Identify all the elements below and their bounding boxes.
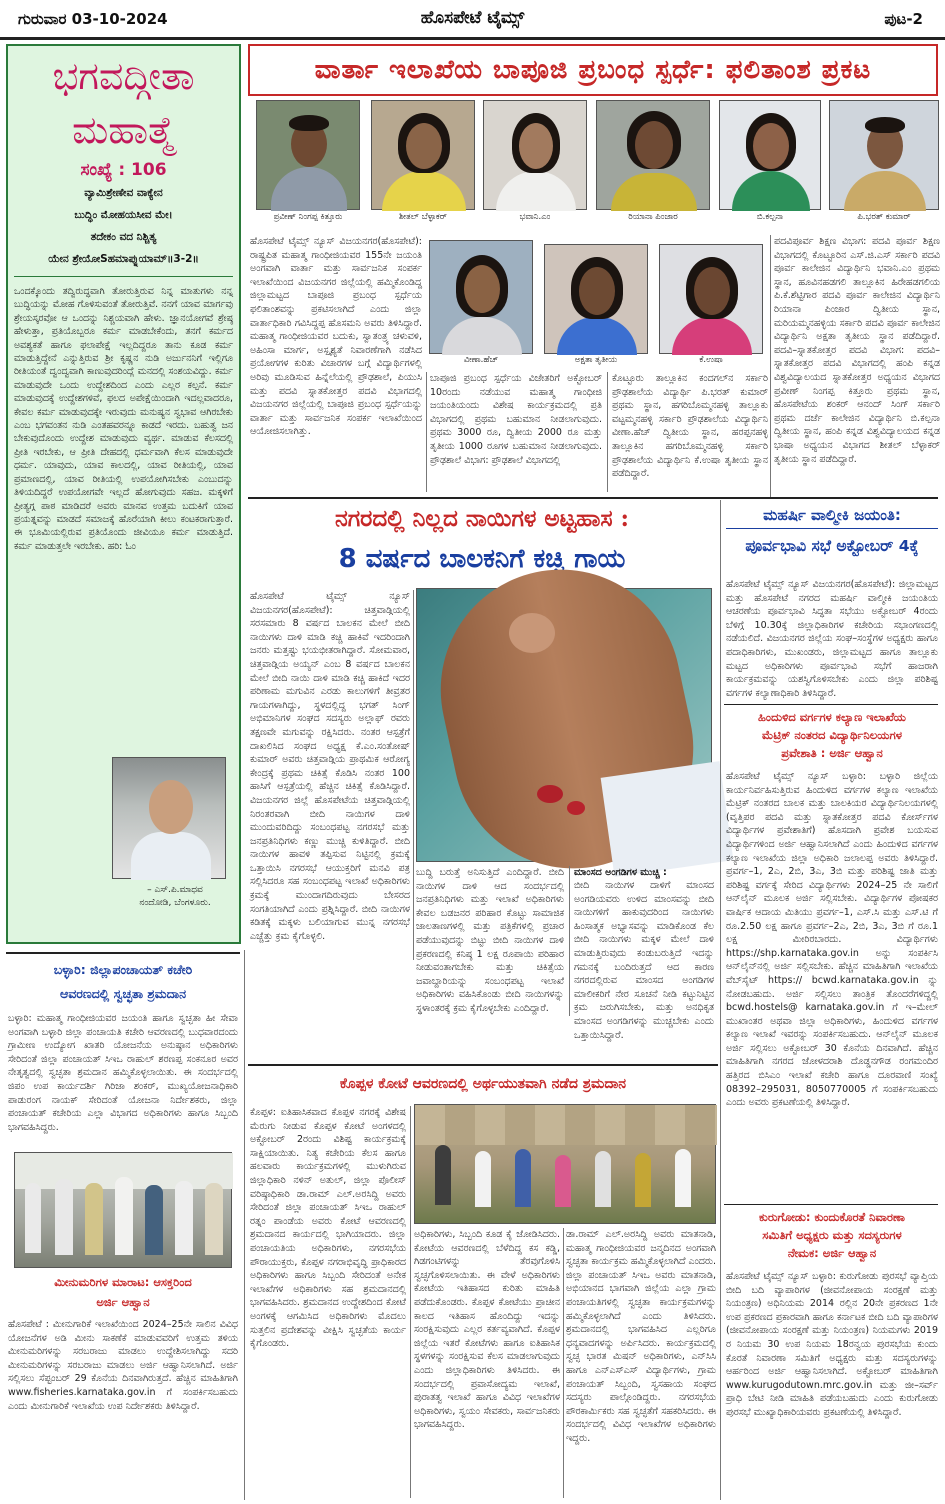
divider <box>14 276 233 277</box>
photo-praveen <box>256 100 360 210</box>
caption-praveen: ಪ್ರವೀಣ್ ನಿಂಗಪ್ಪ ಕಿತ್ತೂರು <box>273 212 343 222</box>
koppal-headline: ಕೊಪ್ಪಳ ಕೋಟೆ ಆವರಣದಲ್ಲಿ ಅರ್ಥಯುತವಾಗಿ ನಡೆದ ಶ್ರಮದಾನ <box>339 1076 627 1092</box>
photo-bhavani <box>483 100 587 210</box>
divider <box>569 866 570 1016</box>
caption-veena: ವೀಣಾ.ಹೆಚ್ <box>463 355 499 365</box>
divider <box>244 950 245 1500</box>
divider <box>426 372 427 492</box>
ballari-body: ಬಳ್ಳಾರಿ: ಮಹಾತ್ಮ ಗಾಂಧೀಜಿಯವರ ಜಯಂತಿ ಹಾಗೂ ಸ್ವಚ್ಛತಾ ಹೀ ಸೇವಾ ಅಂಗವಾಗಿ ಬಳ್ಳಾರಿ ಜಿಲ್ಲಾ ಪಂಚಾಯತಿ ಕಚೇರಿ ಆವರಣದಲ್ಲಿ ಬುಧವಾರದಂದು ಗ್ರಾಮೀಣ ಉದ್ಯೋಗ ಖಾತರಿ ಯೋಜನೆಯ ಅನುಷ್ಠಾನ ಅಧಿಕಾರಿಗಳು ಸೇರಿದಂತೆ ಜಿಲ್ಲಾ ಪಂಚಾಯತ್ ಸಿಇಒ ರಾಹುಲ್ ಶರಣಪ್ಪ ಸಂಕನೂರ ಅವರ ನೇತೃತ್ವದಲ್ಲಿ ಸ್ವಚ್ಛತಾ ಶ್ರಮದಾನ ಹಮ್ಮಿಕೊಳ್ಳಲಾಯಿತು. ಈ ಸಂದರ್ಭದಲ್ಲಿ ಜಿಪಂ ಉಪ ಕಾರ್ಯದರ್ಶಿ ಗಿರಿಜಾ ಶಂಕರ್, ಮುಖ್ಯಯೋಜನಾಧಿಕಾರಿ ಪಾಡುರಂಗ ನಾಯಕ್ ಸೇರಿದಂತೆ ಯೋಜನಾ ನಿರ್ದೇಶಕರು, ಜಿಲ್ಲಾ ಪಂಚಾಯತ್ ಕಚೇರಿಯ ಎಲ್ಲಾ ವಿಭಾಗದ ಅಧಿಕಾರಿಗಳು ಹಾಗೂ ಸಿಬ್ಬಂದಿ ಭಾಗವಹಿಸಿದ್ದರು. <box>8 1013 238 1133</box>
valmiki-headline-line1: ಮಹರ್ಷಿ ವಾಲ್ಮೀಕಿ ಜಯಂತಿ: <box>763 506 901 524</box>
caption-akshatha: ಅಕ್ಷತಾ ತೃತೀಯ <box>574 355 618 365</box>
hostel-headline-line2: ಮೆಟ್ರಿಕ್ ನಂತರದ ವಿದ್ಯಾರ್ಥಿನಿಲಯಗಳ <box>762 728 902 742</box>
fish-headline-line2: ಅರ್ಜಿ ಆಹ್ವಾನ <box>96 1295 150 1309</box>
divider <box>724 704 938 705</box>
dog-bite-photo <box>416 588 712 862</box>
dog-subhead: ಮಾಂಸದ ಅಂಗಡಿಗಳ ಮುಚ್ಚಿ : <box>574 867 667 878</box>
essay-banner <box>248 44 938 96</box>
caption-bharath: ಪಿ.ಭರತ್ ಕುಮಾರ್ <box>857 212 911 222</box>
masthead <box>0 0 945 40</box>
valmiki-headline <box>726 502 938 572</box>
divider <box>248 1064 718 1066</box>
gita-verse-1: ವ್ಯಾಮಿಶ್ರೇಣೇವ ವಾಕ್ಯೇನ <box>84 187 163 199</box>
essay-col-2: ಬಾಪೂಜಿ ಪ್ರಬಂಧ ಸ್ಪರ್ಧೆಯ ವಿಜೇತರಿಗೆ ಅಕ್ಟೋಬರ್ 10ರಂದು ನಡೆಯುವ ಮಹಾತ್ಮ ಗಾಂಧೀಜಿ ಜಯಂತಿಯಂದು ವಿಶೇಷ ಕಾರ್ಯಕ್ರಮದಲ್ಲಿ ಪ್ರತಿ ವಿಭಾಗದಲ್ಲಿ ಪ್ರಥಮ ಬಹುಮಾನ ನೀಡಲಾಗುವುದು. ಪ್ರಥಮ 3000 ರೂ, ದ್ವಿತೀಯ 2000 ರೂ ಮತ್ತು ತೃತೀಯ 1000 ರೂಗಳ ಬಹುಮಾನ ನೀಡಲಾಗುವುದು. ಪ್ರೌಢಶಾಲೆ ವಿಭಾಗ: ಪ್ರೌಢಶಾಲೆ ವಿಭಾಗದಲ್ಲಿ <box>430 373 602 466</box>
hostel-headline-line3: ಪ್ರವೇಶಾತಿ : ಅರ್ಜಿ ಆಹ್ವಾನ <box>781 746 883 760</box>
hostel-headline <box>726 708 938 766</box>
ballari-headline-line2: ಆವರಣದಲ್ಲಿ ಸ್ವಚ್ಛತಾ ಶ್ರಮದಾನ <box>59 986 187 1001</box>
page-number: ಪುಟ-2 <box>884 10 923 28</box>
fish-body: ಹೊಸಪೇಟೆ : ಮೀನುಗಾರಿಕೆ ಇಲಾಖೆಯಿಂದ 2024–25ನೇ ಸಾಲಿನ ವಿವಿಧ ಯೋಜನೆಗಳ ಅಡಿ ಮೀನು ಸಾಕಣೆಕೆ ಮಾಡುವವರಿಗೆ ಉತ್ತಮ ತಳಿಯ ಮೀನುಮರಿಗಳನ್ನು ಸರಬರಾಜು ಮಾಡಲು ಉದ್ದೇಶಿಸಲಾಗಿದ್ದು ಸದರಿ ಮೀನುಮರಿಗಳನ್ನು ಸರಬರಾಜು ಮಾಡಲು ಅರ್ಜಿ ಆಹ್ವಾನಿಸಲಾಗಿದೆ. ಅರ್ಜಿ ಸಲ್ಲಿಸಲು ಸೆಪ್ಟಂಬರ್ 29 ಕೊನೆಯ ದಿನವಾಗಿರುತ್ತದೆ. ಹೆಚ್ಚಿನ ಮಾಹಿತಿಗಾಗಿ www.fisheries.karnataka.gov.in ಗೆ ಸಂಪರ್ಕಿಸಬಹುದು ಎಂದು ಮೀನುಗಾರಿಕೆ ಇಲಾಖೆಯ ಉಪ ನಿರ್ದೇಶಕರು ತಿಳಿಸಿದ್ದಾರೆ. <box>8 1319 238 1412</box>
issue-date: ಗುರುವಾರ 03-10-2024 <box>18 10 168 28</box>
koppal-photo <box>414 1104 716 1224</box>
caption-kalpana: ಬಿ.ಕಲ್ಪನಾ <box>756 212 784 222</box>
photo-sheetal <box>371 100 475 210</box>
essay-col-3: ಕೊಟ್ಟೂರು ತಾಲ್ಲೂಕಿನ ಕಂದಗಲ್‌ನ ಸರ್ಕಾರಿ ಪ್ರೌಢಶಾಲೆಯ ವಿದ್ಯಾರ್ಥಿ ಪಿ.ಭರತ್ ಕುಮಾರ್ ಪ್ರಥಮ ಸ್ಥಾನ, ಹಗರಿಬೊಮ್ಮನಹಳ್ಳಿ ತಾಲ್ಲೂಕು ವಟ್ಟಮ್ಮನಹಳ್ಳಿ ಸರ್ಕಾರಿ ಪ್ರೌಢಶಾಲೆಯ ವಿದ್ಯಾರ್ಥಿನಿ ವೀಣಾ.ಹೆಚ್ ದ್ವಿತೀಯ ಸ್ಥಾನ, ಹರಪ್ಪನಹಳ್ಳಿ ತಾಲ್ಲೂಕಿನ ಹಗರಿಬೊಮ್ಮನಹಳ್ಳಿ ಸರ್ಕಾರಿ ಪ್ರೌಢಶಾಲೆಯ ವಿದ್ಯಾರ್ಥಿನಿ ಕೆ.ಉಷಾ ತೃತೀಯ ಸ್ಥಾನ ಪಡೆದಿದ್ದಾರೆ. <box>612 373 768 480</box>
divider <box>6 952 240 954</box>
kurugodu-body: ಹೊಸಪೇಟೆ ಟೈಮ್ಸ್ ನ್ಯೂಸ್ ಬಳ್ಳಾರಿ: ಕುರುಗೋಡು ಪುರಸಭೆ ವ್ಯಾಪ್ತಿಯ ಬೀದಿ ಬದಿ ವ್ಯಾಪಾರಿಗಳ (ಜೀವನೋಪಾಯ ಸಂರಕ್ಷಣೆ ಮತ್ತು ನಿಯಂತ್ರಣ) ಅಧಿನಿಯಮ 2014 ರಲ್ಲಿನ 20ನೇ ಪ್ರಕರಣದ 1ನೇ ಉಪ ಪ್ರಕರಣದ ಪ್ರಕಾರವಾಗಿ ಹಾಗೂ ಕರ್ನಾಟಕ ಬೀದಿ ಬದಿ ವ್ಯಾಪಾರಿಗಳ (ಜೀವನೋಪಾಯ ಸಂರಕ್ಷಣೆ ಮತ್ತು ನಿಯಂತ್ರಣ) ನಿಯಮಗಳು 2019 ರ ನಿಯಮ 30 ಉಪ ನಿಯಮ 18ರನ್ವಯ ಪುರಸಭೆಯ ಕುಂದು ಕೊರತೆ ನಿವಾರಣಾ ಸಮಿತಿಗೆ ಅಧ್ಯಕ್ಷರು ಮತ್ತು ಸದಸ್ಯರುಗಳನ್ನು ಆರ್ಹರಿಂದ ಅರ್ಜಿ ಆಹ್ವಾನಿಸಲಾಗಿದೆ. ಅಕ್ಟೋಬರ್ ಮಾಹಿತಿಗಾಗಿ www.kurugodutown.mrc.gov.in ಮತ್ತು ಜೀ–ಸರ್ವ್ ಪ್ರಾಧಿ ಬೇಟಿ ನೀಡಿ ಮಾಹಿತಿ ಪಡೆಯಬಹುದು ಎಂದು ಕುರುಗೋಡು ಪುರಸಭೆ ಮುಖ್ಯಾಧಿಕಾರಿಯವರು ಪ್ರಕಟಣೆಯಲ್ಲಿ ತಿಳಿಸಿದ್ದಾರೆ. <box>726 1271 938 1418</box>
dog-headline-line1: ನಗರದಲ್ಲಿ ನಿಲ್ಲದ ನಾಯಿಗಳ ಅಟ್ಟಹಾಸ : <box>334 505 630 532</box>
kurugodu-headline <box>726 1208 938 1266</box>
divider <box>720 500 721 1500</box>
caption-riyana: ರಿಯಾನಾ ಪಿಂಜಾರ <box>628 212 678 222</box>
dog-col-3 <box>574 866 714 1041</box>
gita-body: ಒಂದಕ್ಕೊಂದು ತದ್ವಿರುದ್ಧವಾಗಿ ತೋರುತ್ತಿರುವ ನಿನ್ನ ಮಾತುಗಳು ನನ್ನ ಬುದ್ಧಿಯನ್ನು ಮೋಹ ಗೊಳಿಸುವಂತೆ ತೋರುತ್ತಿವೆ. ನನಗೆ ಯಾವ ಮಾರ್ಗವು ಶ್ರೇಯಸ್ಕರವೋ ಆ ಒಂದನ್ನು ನಿಶ್ಚಯವಾಗಿ ಹೇಳು. ಜ್ಞಾನಯೋಗವೆ ಶ್ರೇಷ್ಠ ಹೇಳುತ್ತಾ, ಪ್ರತಿಯೊಬ್ಬರೂ ಕರ್ಮ ಮಾಡಬೇಕೆಂದು, ತನಗೆ ಕರ್ಮದ ಅವಶ್ಯಕತೆ ಹಾಗೂ ಫಲಾಪೇಕ್ಷೆ ಇಲ್ಲದಿದ್ದರೂ ತಾನು ಕೂಡ ಕರ್ಮ ಮಾಡುತ್ತಿದ್ದೇನೆ ಎನ್ನುತ್ತಿರುವ ಶ್ರೀ ಕೃಷ್ಣನ ನುಡಿ ಅರ್ಜುನನಿಗೆ ಇಲ್ಲಿಗೂ ರೀತಿಯಂತೆ ದ್ವಂದ್ವವಾಗಿ ಕಾಣುವುದರಿಂದ್ಲೆ ಮನದಲ್ಲಿ ಸಂಶಯವಿದ್ದು. ಕರ್ಮ ಮಾಡುವುದೇ ಒಂದು ಉದ್ದೇಶದಿಂದ ಎಂದು ಎಲ್ಲರ ಕಲ್ಪನೆ. ಕರ್ಮ ಮಾಡುವುದಕ್ಕೆ ಉದ್ದೇಶಗಳಿವೆ, ಫಲದ ಅಪೇಕ್ಷೆಯಿಂದಾಗಿ ಇದಲ್ಲವಾದರೂ, ಕೇವಲ ಕರ್ಮ ಮಾಡುವುದಕ್ಕೇ ಇರುವುದು ಮನುಷ್ಯನ ಸ್ವಭಾವ ಆಗಿರಬೇಕು ಎಂಬ ಭಗವಂತನ ನುಡಿ ಎಂತಹವರನ್ನೂ ಕಾಡದೆ ಇರದು. ಬಹುತ್ವ ಜನ ಬೇಕುವುದೊಂದು ಉದ್ದೇಶ ಮಾಡುವುದು ವ್ಯರ್ಥ. ಮಾಡುವ ಕೆಲಸದಲ್ಲಿ ಪ್ರೀತಿ ಇರಬೇಕು, ಆ ಪ್ರೀತಿ ದೇಹದಲ್ಲಿ ಧರ್ಮವಾಗಿ ಕೆಲಸ ಮಾಡುವುದೇ ಧರ್ಮ. ಯಾವುದು, ಯಾವ ಕಾಲದಲ್ಲಿ, ಯಾವ ರೀತಿಯಲ್ಲಿ, ಯಾವ ಪ್ರಮಾಣದಲ್ಲಿ, ಯಾವ ರೀತಿಯಲ್ಲಿ ಉಪಯೋಗಿಸಬೇಕು ಎಂಬುದನ್ನು ತಿಳಿಯದಿದ್ದರೆ ಉಪಯೋಗವೇ ಇಲ್ಲದೆ ಹೋಗುವುದು ಸಹಜ. ಮಕ್ಕಳಿಗೆ ಪ್ರೀತ್ಯಗ್ಗ ಪಾಠ ಮಾಡಿದರೆ ಅವರು ಮಾನವ ಉತ್ತಮ ಬದುಕಿಗೆ ಯಾವ ಪ್ರಯತ್ನವನ್ನು ಮಾಡದೆ ಸಮಾಜಕ್ಕೆ ಹೊರೆಯಾಗಿ ಕೀಲು ಕಂಟಕರಾಗುತ್ತಾರೆ. ಈ ಭೂಮಿಯಲ್ಲಿರುವ ಪ್ರತಿಯೊಂದು ಜೀವಿಯೂ ಕರ್ಮ ಮಾಡುತ್ತಿದೆ. ಕರ್ಮ ಮಾಡುತ್ತಲೇ ಇರಬೇಕು. ಹರಿ: ಓಂ <box>14 286 233 552</box>
gita-number: ಸಂಖ್ಯೆ : 106 <box>80 160 167 180</box>
ballari-headline-line1: ಬಳ್ಳಾರಿ: ಜಿಲ್ಲಾಪಂಚಾಯತ್ ಕಚೇರಿ <box>53 962 193 977</box>
author-photo <box>112 757 226 879</box>
ballari-photo <box>14 1152 232 1268</box>
divider <box>607 372 608 492</box>
kurugodu-headline-line1: ಕುರುಗೋಡು: ಕುಂದುಕೊರತೆ ನಿವಾರಣಾ <box>758 1210 905 1224</box>
caption-sheetal: ಶೀತಲ್ ಬೆಳ್ಳಾಕರ್ <box>399 212 447 222</box>
dog-headline <box>250 500 714 584</box>
ballari-headline <box>6 958 240 1008</box>
photo-usha <box>659 244 763 354</box>
essay-col-1: ಹೊಸಪೇಟೆ ಟೈಮ್ಸ್ ನ್ಯೂಸ್ ವಿಜಯನಗರ(ಹೊಸಪೇಟೆ): ರಾಷ್ಟ್ರಪಿತ ಮಹಾತ್ಮ ಗಾಂಧೀಜಿಯವರ 155ನೇ ಜಯಂತಿ ಅಂಗವಾಗಿ ವಾರ್ತಾ ಮತ್ತು ಸಾರ್ವಜನಿಕ ಸಂಪರ್ಕ ಇಲಾಖೆಯಿಂದ ವಿಜಯನಗರ ಜಿಲ್ಲೆಯಲ್ಲಿ ಹಮ್ಮಿಕೊಂಡಿದ್ದ ಜಿಲ್ಲಾಮಟ್ಟದ ಬಾಪೂಜಿ ಪ್ರಬಂಧ ಸ್ಪರ್ಧೆಯ ಫಲಿತಾಂಶವನ್ನು ಪ್ರಕಟಿಸಲಾಗಿದೆ ಎಂದು ಜಿಲ್ಲಾ ವಾರ್ತಾಧಿಕಾರಿ ಗವಿಸಿದ್ದಪ್ಪ ಹೊಸಮನಿ ಅವರು ತಿಳಿಸಿದ್ದಾರೆ. ಮಹಾತ್ಮ ಗಾಂಧೀಜಿಯವರ ಬದುಕು, ಸ್ವಾತಂತ್ರ್ಯ ಚಳುವಳಿ, ಅಹಿಂಸಾ ಮಾರ್ಗ, ಅಸ್ಪೃಶ್ಯತೆ ನಿವಾರಣೆಗಾಗಿ ನಡೆಸಿದ ಪ್ರಯೋಗಗಳ ಕುರಿತು ವಿಚಾರಗಳ ಬಗ್ಗೆ ವಿದ್ಯಾರ್ಥಿಗಳಲ್ಲಿ ಅರಿವು ಮೂಡಿಸುವ ಹಿನ್ನೆಲೆಯಲ್ಲಿ ಪ್ರೌಢಶಾಲೆ, ಪಿಯುಸಿ ಮತ್ತು ಪದವಿ ಸ್ನಾತಕೋತ್ತರ ಪದವಿ ವಿಭಾಗದಲ್ಲಿ ವಿಜಯನಗರ ಜಿಲ್ಲೆಯಲ್ಲಿ ಬಾಪೂಜಿ ಪ್ರಬಂಧ ಸ್ಪರ್ಧೆಯನ್ನು ವಾರ್ತಾ ಮತ್ತು ಸಾರ್ವಜನಿಕ ಸಂಪರ್ಕ ಇಲಾಖೆಯಿಂದ ಆಯೋಜಿಸಲಾಗಿತ್ತು. <box>250 236 422 438</box>
gita-verse-2: ಬುದ್ಧಿಂ ಮೋಹಯಸೀವ ಮೇ। <box>74 209 173 221</box>
koppal-headline-box <box>250 1068 716 1102</box>
caption-usha: ಕೆ.ಉಷಾ <box>699 355 723 365</box>
hostel-body: ಹೊಸಪೇಟೆ ಟೈಮ್ಸ್ ನ್ಯೂಸ್ ಬಳ್ಳಾರಿ: ಬಳ್ಳಾರಿ ಜಿಲ್ಲೆಯ ಕಾರ್ಯನಿರ್ವಹಿಸುತ್ತಿರುವ ಹಿಂದುಳಿದ ವರ್ಗಗಳ ಕಲ್ಯಾಣ ಇಲಾಖೆಯ ಮೆಟ್ರಿಕ್ ನಂತರದ ಬಾಲಕ ಮತ್ತು ಬಾಲಕಿಯರ ವಿದ್ಯಾರ್ಥಿನಿಲಯಗಳಲ್ಲಿ (ವೃತ್ತಿಪರ ಪದವಿ ಮತ್ತು ಸ್ನಾತಕೋತ್ತರ ಪದವಿ ಕೋರ್ಸ್‌ಗಳ ವಿದ್ಯಾರ್ಥಿಗಳ ಪ್ರವೇಶಾತಿಗೆ) ಹೊಸದಾಗಿ ಪ್ರವೇಶ ಬಯಸುವ ವಿದ್ಯಾರ್ಥಿಗಳಿಂದ ಅರ್ಜಿ ಆಹ್ವಾನಿಸಲಾಗಿದೆ ಎಂದು ಹಿಂದುಳಿದ ವರ್ಗಗಳ ಕಲ್ಯಾಣ ಇಲಾಖೆಯ ಜಿಲ್ಲಾ ಅಧಿಕಾರಿ ಜಲಾಲಪ್ಪ ಅವರು ತಿಳಿಸಿದ್ದಾರೆ. ಪ್ರವರ್ಗ–1, 2ಎ, 2ಬಿ, 3ಎ, 3ಬಿ ಮತ್ತು ಪರಿಶಿಷ್ಟ ಜಾತಿ ಮತ್ತು ಪರಿಶಿಷ್ಟ ವರ್ಗಕ್ಕೆ ಸೇರಿದ ವಿದ್ಯಾರ್ಥಿಗಳು 2024–25 ನೇ ಸಾಲಿಗೆ ಆನ್‌ಲೈನ್ ಮೂಲಕ ಅರ್ಜಿ ಸಲ್ಲಿಸಬೇಕು. ವಿದ್ಯಾರ್ಥಿಗಳ ಪೋಷಕರ ವಾರ್ಷಿಕ ಆದಾಯ ಮಿತಿಯು ಪ್ರವರ್ಗ–1, ಎಸ್.ಸಿ ಮತ್ತು ಎಸ್.ಟಿ ಗೆ ರೂ.2.50 ಲಕ್ಷ ಹಾಗೂ ಪ್ರವರ್ಗ–2ಎ, 2ಬಿ, 3ಎ, 3ಬಿ ಗೆ ರೂ.1 ಲಕ್ಷ ಮೀರಿರಬಾರದು. ವಿದ್ಯಾರ್ಥಿಗಳು https://shp.karnataka.gov.in ಅನ್ನು ಸಂಪರ್ಕಿಸಿ ಆನ್‌ಲೈನ್‌ನಲ್ಲಿ ಅರ್ಜಿ ಸಲ್ಲಿಸಬೇಕು. ಹೆಚ್ಚಿನ ಮಾಹಿತಿಗಾಗಿ ಇಲಾಖೆಯ ವೆಬ್‌ಸೈಟ್ https:// bcwd.karnataka.gov.in ನ್ನು ನೋಡಬಹುದು. ಅರ್ಜಿ ಸಲ್ಲಿಸಲು ತಾಂತ್ರಿಕ ತೊಂದರೆಗಳಿದ್ದಲ್ಲಿ bcwd.hostels@ karnataka.gov.in ಗೆ ಇ–ಮೇಲ್ ಮುಖಾಂತರ ಅಥವಾ ಜಿಲ್ಲಾ ಅಧಿಕಾರಿಗಳು, ಹಿಂದುಳಿದ ವರ್ಗಗಳ ಕಲ್ಯಾಣ ಇಲಾಖೆ ಇವರನ್ನು ಸಂಪರ್ಕಿಸಬಹುದು. ಆನ್‌ಲೈನ್ ಮೂಲಕ ಅರ್ಜಿ ಸಲ್ಲಿಸಲು ಅಕ್ಟೋಬರ್ 30 ಕೊನೆಯ ದಿನವಾಗಿದೆ. ಹೆಚ್ಚಿನ ಮಾಹಿತಿಗಾಗಿ ನಗರದ ಜೋಳದರಾಶಿ ದೊಡ್ಡನಗೌಡ ರಂಗಮಂದಿರ ಹತ್ತಿರದ ಬಿಸಿಎಂ ಇಲಾಖೆ ಕಚೇರಿ ಹಾಗೂ ದೂರವಾಣಿ ಸಂಖ್ಯೆ 08392–295031, 8050770005 ಗೆ ಸಂಪರ್ಕಿಸಬಹುದು ಎಂದು ಅವರು ಪ್ರಕಟಣೆಯಲ್ಲಿ ತಿಳಿಸಿದ್ದಾರೆ. <box>726 771 938 1109</box>
dog-col-3-text: ಬೀದಿ ನಾಯಿಗಳ ದಾಳಿಗೆ ಮಾಂಸದ ಅಂಗಡಿಯವರು ಉಳಿದ ಮಾಂಸವನ್ನು ಬೀದಿ ನಾಯಿಗಳಿಗೆ ಹಾಕುವುದರಿಂದ ನಾಯಿಗಳು ಹಿಂಸಾತ್ಮಕ ಅಭ್ಯಾಸವನ್ನು ಮಾಡಿಕೊಂಡ ಕೆಲ ಬೀದಿ ನಾಯಿಗಳು ಮಕ್ಕಳ ಮೇಲೆ ದಾಳಿ ಮಾಡುತ್ತಿರುವುದು ಕಂಡುಬರುತ್ತಿದೆ ಇದನ್ನು ಗಮನಕ್ಕೆ ಬಂದಿರುತ್ತದೆ ಆದ ಕಾರಣ ನಗರದಲ್ಲಿರುವ ಮಾಂಸದ ಅಂಗಡಿಗಳ ಮಾಲೀಕರಿಗೆ ನೇರ ಸೂಚನೆ ನೀಡಿ ಕಟ್ಟುನಿಟ್ಟಿನ ಕ್ರಮ ಜರುಗಿಸಬೇಕು, ಮತ್ತು ಅನಧಿಕೃತ ಮಾಂಸದ ಅಂಗಡಿಗಳನ್ನು ಮುಚ್ಚಬೇಕು ಎಂದು ಒತ್ತಾಯಿಸಿದ್ದಾರೆ. <box>574 880 714 1041</box>
divider <box>410 1106 411 1498</box>
author-signature <box>120 884 230 910</box>
fish-headline-line1: ಮೀನುಮರಿಗಳ ಮಾರಾಟ: ಆಸಕ್ತರಿಂದ <box>54 1275 192 1289</box>
dog-col-1: ಹೊಸಪೇಟೆ ಟೈಮ್ಸ್ ನ್ಯೂಸ್ ವಿಜಯನಗರ(ಹೊಸಪೇಟೆ): ಚಿತ್ತವಾಡ್ಗಿಯಲ್ಲಿ ಸರಸಮಾರು 8 ವರ್ಷದ ಬಾಲಕನ ಮೇಲೆ ಬೀದಿ ನಾಯಿಗಳು ದಾಳಿ ಮಾಡಿ ಕಚ್ಚಿ ಹಾಕಿವೆ ಇದರಿಂದಾಗಿ ಜನರು ಮತ್ತಷ್ಟು ಭಯಭೀತರಾಗಿದ್ದಾರೆ. ಸೋಮವಾರ, ಚಿತ್ತವಾಡ್ಗಿಯ ಅಯ್ಯನ್ ಎಂಬ 8 ವರ್ಷದ ಬಾಲಕನ ಮೇಲೆ ಬೀದಿ ನಾಯಿ ದಾಳಿ ಮಾಡಿ ಕಚ್ಚಿ ಹಾಕಿದೆ ಇದರ ಪರಿಣಾಮ ಮಗುವಿನ ಎರಡು ಕಾಲುಗಳಿಗೆ ತೀವ್ರತರ ಗಾಯಗಳಾಗಿದ್ದು, ಸ್ಥಳದಲ್ಲಿದ್ದ ಭಗತ್ ಸಿಂಗ್ ಅಭಿಮಾನಿಗಳ ಸಂಘದ ಸದಸ್ಯರು ಅಲ್ಲಾಫ್ ರವರು ತಕ್ಷಣವೇ ಮಗುವನ್ನು ರಕ್ಷಿಸಿದರು. ನಂತರ ಆಸ್ಪತ್ರೆಗೆ ದಾಖಲಿಸಿದ ಸಂಘದ ಅಧ್ಯಕ್ಷ ಕೆ.ಎಂ.ಸಂತೋಷ್ ಕುಮಾರ್ ಅವರು ಚಿತ್ತವಾಡ್ಗಿಯ ಪ್ರಾಥಮಿಕ ಆರೋಗ್ಯ ಕೇಂದ್ರಕ್ಕೆ ಪ್ರಥಮ ಚಿಕಿತ್ಸೆ ಕೊಡಿಸಿ ನಂತರ 100 ಹಾಸಿಗೆ ಆಸ್ಪತ್ರೆಯಲ್ಲಿ ಹೆಚ್ಚಿನ ಚಿಕಿತ್ಸೆ ಕೊಡಿಸಿದ್ದಾರೆ. ವಿಜಯನಗರ ಜಿಲ್ಲೆ ಹೊಸಪೇಟೆಯ ಚಿತ್ತವಾಡ್ಗಿಯಲ್ಲಿ ನಿರಂತರವಾಗಿ ಬೀದಿ ನಾಯಿಗಳ ದಾಳಿ ಮುಂದುವರಿದಿದ್ದು ಸಂಬಂಧಪಟ್ಟ ನಗರಸಭೆ ಮತ್ತು ಜನಪ್ರತಿನಿಧಿಗಳು ಕಣ್ಣು ಮುಚ್ಚಿ ಕುಳಿತಿದ್ದಾರೆ. ಬೀದಿ ನಾಯಿಗಳ ಹಾವಳಿ ತಪ್ಪಿಸುವ ನಿಟ್ಟಿನಲ್ಲಿ ಕ್ರಮಕ್ಕೆ ಒತ್ತಾಯಿಸಿ ನಗರಸಭೆ ಆಯುಕ್ತರಿಗೆ ಮನವಿ ಪತ್ರ ಸಲ್ಲಿಸಿದರೂ ಸಹ ಸಂಬಂಧಪಟ್ಟ ಇಲಾಖೆ ಅಧಿಕಾರಿಗಳು ಕ್ರಮಕ್ಕೆ ಮುಂದಾಗದಿರುವುದು ಬೇಸರದ ಸಂಗತಿಯಾಗಿದೆ ಎಂದು ಪ್ರಶ್ನಿಸಿದ್ದಾರೆ. ಬೀದಿ ನಾಯಿಗಳ ಕಡಿತಕ್ಕೆ ಮಕ್ಕಳು ಬಲಿಯಾಗುವ ಮುನ್ನ ನಗರಸಭೆ ಎಚ್ಚೆತ್ತು ಕ್ರಮ ಕೈಗೊಳ್ಳಲಿ. <box>250 591 410 942</box>
photo-bharath <box>829 100 939 210</box>
gita-title-line2: ಮಹಾತ್ಮೆ <box>72 108 175 152</box>
photo-kalpana <box>719 100 821 210</box>
koppal-col-3: ಡಾ.ರಾಮ್ ಎಲ್.ಅರಸಿದ್ದಿ ಅವರು ಮಾತನಾಡಿ, ಮಹಾತ್ಮ ಗಾಂಧೀಜಿಯವರ ಜನ್ಮದಿನದ ಅಂಗವಾಗಿ ಸ್ವಚ್ಛತಾ ಕಾರ್ಯಕ್ರಮ ಹಮ್ಮಿಕೊಳ್ಳಲಾಗಿದೆ ಎಂದರು. ಜಿಲ್ಲಾ ಪಂಚಾಯತ್ ಸಿಇಒ ಅವರು ಮಾತನಾಡಿ, ಅಭಿಯಾನದ ಭಾಗವಾಗಿ ಜಿಲ್ಲೆಯ ಎಲ್ಲಾ ಗ್ರಾಮ ಪಂಚಾಯತಿಗಳಲ್ಲಿ ಸ್ವಚ್ಛತಾ ಕಾರ್ಯಕ್ರಮಗಳನ್ನು ಹಮ್ಮಿಕೊಳ್ಳಲಾಗಿದೆ ಎಂದು ತಿಳಿಸಿದರು. ಶ್ರಮದಾನದಲ್ಲಿ ಭಾಗವಹಿಸಿದ ಎಲ್ಲರಿಗೂ ಧನ್ಯವಾದಗಳನ್ನು ಅರ್ಪಿಸಿದರು. ಕಾರ್ಯಕ್ರಮದಲ್ಲಿ ಸ್ವಚ್ಛ ಭಾರತ ಮಿಷನ್ ಅಧಿಕಾರಿಗಳು, ಎನ್‌ಸಿಸಿ ಹಾಗೂ ಎನ್‌ಎಸ್‌ಎಸ್ ವಿದ್ಯಾರ್ಥಿಗಳು, ಗ್ರಾಮ ಪಂಚಾಯತ್ ಸಿಬ್ಬಂದಿ, ಸ್ವಸಹಾಯ ಸಂಘದ ಸದಸ್ಯರು ಪಾಲ್ಗೊಂಡಿದ್ದರು. ನಗರಸಭೆಯ ಪೌರಕಾರ್ಮಿಕರು ಸಹ ಸ್ವಚ್ಛತೆಗೆ ಸಹಕರಿಸಿದರು. ಈ ಸಂದರ್ಭದಲ್ಲಿ ವಿವಿಧ ಇಲಾಖೆಗಳ ಅಧಿಕಾರಿಗಳು ಇದ್ದರು. <box>566 1229 717 1444</box>
divider <box>248 497 938 499</box>
valmiki-headline-line2: ಪೂರ್ವಭಾವಿ ಸಭೆ ಅಕ್ಟೋಬರ್ 4ಕ್ಕೆ <box>726 528 938 563</box>
dog-col-2: ಬುದ್ದಿ ಬರುತ್ತೆ ಅನಿಸುತ್ತಿದೆ ಎಂದಿದ್ದಾರೆ. ಬೀದಿ ನಾಯಿಗಳ ದಾಳಿ ಆದ ಸಂದರ್ಭದಲ್ಲಿ ಜನಪ್ರತಿನಿಧಿಗಳು ಮತ್ತು ಇಲಾಖೆ ಅಧಿಕಾರಿಗಳು ಕೇವಲ ಬಡಜನರ ಪರಿಹಾರ ಕೊಟ್ಟು ಸಾಮಾಜಿಕ ಜಾಲತಾಣಗಳಲ್ಲಿ ಮತ್ತು ಪತ್ರಿಕೆಗಳಲ್ಲಿ ಪ್ರಚಾರ ಪಡೆಯುವುದನ್ನು ಬಿಟ್ಟು ಬೀದಿ ನಾಯಿಗಳ ದಾಳಿ ಪ್ರಕರಣದಲ್ಲಿ ಕನಿಷ್ಠ 1 ಲಕ್ಷ ರೂಪಾಯಿ ಪರಿಹಾರ ನೀಡುವಂತಾಗಬೇಕು ಮತ್ತು ಚಿಕಿತ್ಸೆಯ ಜವಾಬ್ದಾರಿಯನ್ನು ಸಂಬಂಧಪಟ್ಟ ಇಲಾಖೆ ಅಧಿಕಾರಿಗಳು ವಹಿಸಿಕೊಂಡು ಬೀದಿ ನಾಯಿಗಳನ್ನು ಸ್ಥಳಾಂತರಕ್ಕೆ ಕ್ರಮ ಕೈಗೊಳ್ಳಬೇಕು ಎಂದಿದ್ದಾರೆ. <box>416 867 564 1014</box>
caption-bhavani: ಭವಾನಿ.ಎಂ <box>519 212 551 222</box>
newspaper-title: ಹೊಸಪೇಟೆ ಟೈಮ್ಸ್ <box>420 8 525 28</box>
hostel-headline-line1: ಹಿಂದುಳಿದ ವರ್ಗಗಳ ಕಲ್ಯಾಣ ಇಲಾಖೆಯ <box>757 710 906 724</box>
divider <box>724 1204 938 1205</box>
divider <box>770 235 771 497</box>
essay-headline: ವಾರ್ತಾ ಇಲಾಖೆಯ ಬಾಪೂಜಿ ಪ್ರಬಂಧ ಸ್ಪರ್ಧೆ: ಫಲಿತಾಂಶ ಪ್ರಕಟ <box>314 55 872 85</box>
gita-verse-4: ಯೇನ ಶ್ರೇಯೋSಹಮಾಪ್ನುಯಾಮ್॥3-2॥ <box>48 253 199 265</box>
koppal-col-2: ಅಧಿಕಾರಿಗಳು, ಸಿಬ್ಬಂದಿ ಕೂಡ ಕೈ ಜೋಡಿಸಿದರು. ಕೋಟೆಯ ಆವರಣದಲ್ಲಿ ಬೆಳೆದಿದ್ದ ಕಸ ಕಡ್ಡಿ, ಗಿಡಗಂಟಿಗಳನ್ನು ತೆರವುಗೊಳಿಸಿ ಸ್ವಚ್ಛಗೊಳಿಸಲಾಯಿತು. ಈ ವೇಳೆ ಅಧಿಕಾರಿಗಳು ಕೋಟೆಯ ಇತಿಹಾಸದ ಕುರಿತು ಮಾಹಿತಿ ಪಡೆದುಕೊಂಡರು. ಕೊಪ್ಪಳ ಕೋಟೆಯು ಪ್ರಾಚೀನ ಕಾಲದ ಇತಿಹಾಸ ಹೊಂದಿದ್ದು ಇದನ್ನು ಸಂರಕ್ಷಿಸುವುದು ಎಲ್ಲರ ಕರ್ತವ್ಯವಾಗಿದೆ. ಕೊಪ್ಪಳ ಜಿಲ್ಲೆಯ ಇತರೆ ಕೋಟೆಗಳು ಹಾಗೂ ಐತಿಹಾಸಿಕ ಸ್ಥಳಗಳನ್ನು ಸಂರಕ್ಷಿಸುವ ಕೆಲಸ ಮಾಡಲಾಗುವುದು ಎಂದು ಜಿಲ್ಲಾಧಿಕಾರಿಗಳು ತಿಳಿಸಿದರು. ಈ ಸಂದರ್ಭದಲ್ಲಿ ಪ್ರವಾಸೋದ್ಯಮ ಇಲಾಖೆ, ಪುರಾತತ್ವ ಇಲಾಖೆ ಹಾಗೂ ವಿವಿಧ ಇಲಾಖೆಗಳ ಅಧಿಕಾರಿಗಳು, ಸ್ವಯಂ ಸೇವಕರು, ಸಾರ್ವಜನಿಕರು ಭಾಗವಹಿಸಿದ್ದರು. <box>414 1229 560 1431</box>
photo-akshatha <box>544 244 648 354</box>
fish-headline <box>8 1272 238 1316</box>
essay-col-4: ಪದವಿಪೂರ್ವ ಶಿಕ್ಷಣ ವಿಭಾಗ: ಪದವಿ ಪೂರ್ವ ಶಿಕ್ಷಣ ವಿಭಾಗದಲ್ಲಿ ಕೊಟ್ಟೂರಿನ ಎಸ್.ಜಿ.ಎಸ್ ಸರ್ಕಾರಿ ಪದವಿ ಪೂರ್ವ ಕಾಲೇಜಿನ ವಿದ್ಯಾರ್ಥಿನಿ ಭವಾನಿ.ಎಂ ಪ್ರಥಮ ಸ್ಥಾನ, ಹೂವಿನಹಡಗಲಿ ತಾಲ್ಲೂಕಿನ ಹಿರೇಹಡಗಲಿಯ ಪಿ.ಕೆ.ಶೆಟ್ಟಿಗಾರ ಪದವಿ ಪೂರ್ವ ಕಾಲೇಜಿನ ವಿದ್ಯಾರ್ಥಿನಿ ರಿಯಾನಾ ಪಿಂಜಾರ ದ್ವಿತೀಯ ಸ್ಥಾನ, ಮರಿಯಮ್ಮನಹಳ್ಳಿಯ ಸರ್ಕಾರಿ ಪದವಿ ಪೂರ್ವ ಕಾಲೇಜಿನ ವಿದ್ಯಾರ್ಥಿನಿ ಅಕ್ಷತಾ ತೃತೀಯ ಸ್ಥಾನ ಪಡೆದಿದ್ದಾರೆ. ಪದವಿ–ಸ್ನಾತಕೋತ್ತರ ಪದವಿ ವಿಭಾಗ: ಪದವಿ–ಸ್ನಾತಕೋತ್ತರ ಪದವಿ ವಿಭಾಗದಲ್ಲಿ ಹಂಪಿ ಕನ್ನಡ ವಿಶ್ವವಿದ್ಯಾಲಯದ ಸ್ನಾತಕೋತ್ತರ ಅಧ್ಯಯನ ವಿಭಾಗದ ಪ್ರವೀಣ್ ನಿಂಗಪ್ಪ ಕಿತ್ತೂರು ಪ್ರಥಮ ಸ್ಥಾನ, ಹೊಸಪೇಟೆಯ ಶಂಕರ್ ಆನಂದ್ ಸಿಂಗ್ ಸರ್ಕಾರಿ ಪ್ರಥಮ ದರ್ಜೆ ಕಾಲೇಜಿನ ವಿದ್ಯಾರ್ಥಿನಿ ಬಿ.ಕಲ್ಪನಾ ದ್ವಿತೀಯ ಸ್ಥಾನ, ಹಂಪಿ ಕನ್ನಡ ವಿಶ್ವವಿದ್ಯಾಲಯದ ಕನ್ನಡ ಭಾಷಾ ಅಧ್ಯಯನ ವಿಭಾಗದ ಶೀತಲ್ ಬೆಳ್ಳಾಕರ್ ತೃತೀಯ ಸ್ಥಾನ ಪಡೆದಿದ್ದಾರೆ. <box>774 236 940 465</box>
gita-verse-3: ತದೇಕಂ ವದ ನಿಶ್ಚಿತ್ಯ <box>90 231 157 243</box>
divider <box>413 590 414 960</box>
kurugodu-headline-line2: ಸಮಿತಿಗೆ ಅಧ್ಯಕ್ಷರು ಮತ್ತು ಸದಸ್ಯರುಗಳ <box>762 1228 902 1242</box>
koppal-col-1: ಕೊಪ್ಪಳ: ಐತಿಹಾಸಿಕವಾದ ಕೊಪ್ಪಳ ನಗರಕ್ಕೆ ವಿಶೇಷ ಮೆರುಗು ನೀಡುವ ಕೊಪ್ಪಳ ಕೋಟೆ ಅಂಗಳದಲ್ಲಿ ಅಕ್ಟೋಬರ್ 2ರಂದು ವಿಶಿಷ್ಟ ಕಾರ್ಯಕ್ರಮಕ್ಕೆ ಸಾಕ್ಷಿಯಾಯಿತು. ನಿತ್ಯ ಕಚೇರಿಯ ಕೆಲಸ ಹಾಗೂ ಹಲವಾರು ಕಾರ್ಯಕ್ರಮಗಳಲ್ಲಿ ಮುಳುಗಿರುವ ಜಿಲ್ಲಾಧಿಕಾರಿ ನಳಿನ್ ಅತುಲ್, ಜಿಲ್ಲಾ ಪೊಲೀಸ್ ವರಿಷ್ಠಾಧಿಕಾರಿ ಡಾ.ರಾಮ್ ಎಲ್.ಅರಸಿದ್ದಿ ಅವರು ಸೇರಿದಂತೆ ಜಿಲ್ಲಾ ಪಂಚಾಯತ್ ಸಿಇಒ ರಾಹುಲ್ ರತ್ನಂ ಪಾಂಡೆಯ ಅವರು ಕೋಟೆ ಆವರಣದಲ್ಲಿ ಶ್ರಮದಾನದ ಕಾರ್ಯದಲ್ಲಿ ಭಾಗಿಯಾದರು. ಜಿಲ್ಲಾ ಪಂಚಾಯತಿಯ ಅಧಿಕಾರಿಗಳು, ನಗರಸಭೆಯ ಪೌರಾಯುಕ್ತರು, ಕೊಪ್ಪಳ ನಗರಾಭಿವೃದ್ಧಿ ಪ್ರಾಧಿಕಾರದ ಅಧಿಕಾರಿಗಳು ಹಾಗೂ ಸಿಬ್ಬಂದಿ ಸೇರಿದಂತೆ ಅನೇಕ ಇಲಾಖೆಗಳ ಅಧಿಕಾರಿಗಳು ಸಹ ಶ್ರಮದಾನದಲ್ಲಿ ಭಾಗವಹಿಸಿದರು. ಶ್ರಮದಾನದ ಉದ್ದೇಶದಿಂದ ಕೋಟೆ ಅಂಗಳಕ್ಕೆ ಆಗಮಿಸಿದ ಅಧಿಕಾರಿಗಳು ಮೊದಲು ಸುತ್ತಲಿನ ಪ್ರದೇಶವನ್ನು ವೀಕ್ಷಿಸಿ ಸ್ವಚ್ಛತೆಯ ಕಾರ್ಯ ಕೈಗೊಂಡರು. <box>250 1107 406 1350</box>
photo-veena <box>429 240 533 354</box>
gita-title-line1: ಭಗವದ್ಗೀತಾ <box>52 54 195 98</box>
author-name: – ಎಸ್.ಪಿ.ಮಾಧವ <box>147 885 203 895</box>
divider <box>563 1228 564 1498</box>
valmiki-body: ಹೊಸಪೇಟೆ ಟೈಮ್ಸ್ ನ್ಯೂಸ್ ವಿಜಯನಗರ(ಹೊಸಪೇಟೆ): ಜಿಲ್ಲಾಮಟ್ಟದ ಮತ್ತು ಹೊಸಪೇಟೆ ನಗರದ ಮಹರ್ಷಿ ವಾಲ್ಮೀಕಿ ಜಯಂತಿಯ ಆಚರಣೆಯ ಪೂರ್ವಭಾವಿ ಸಿದ್ಧತಾ ಸಭೆಯು ಅಕ್ಟೋಬರ್ 4ರಂದು ಬೆಳಿಗ್ಗೆ 10.30ಕ್ಕೆ ಜಿಲ್ಲಾಧಿಕಾರಿಗಳ ಕಚೇರಿಯ ಸಭಾಂಗಣದಲ್ಲಿ ನಡೆಯಲಿದೆ. ವಿಜಯನಗರ ಜಿಲ್ಲೆಯ ಸಂಘ–ಸಂಸ್ಥೆಗಳ ಅಧ್ಯಕ್ಷರು ಹಾಗೂ ಪದಾಧಿಕಾರಿಗಳು, ಮುಖಂಡರು, ಜಿಲ್ಲಾಮಟ್ಟದ ಹಾಗೂ ತಾಲ್ಲೂಕು ಮಟ್ಟದ ಅಧಿಕಾರಿಗಳು ಪೂರ್ವಭಾವಿ ಸಭೆಗೆ ಹಾಜರಾಗಿ ಕಾರ್ಯಕ್ರಮವನ್ನು ಯಶಸ್ವಿಗೊಳಿಸಬೇಕು ಎಂದು ಜಿಲ್ಲಾ ಪರಿಶಿಷ್ಟ ವರ್ಗಗಳ ಕಲ್ಯಾಣಾಧಿಕಾರಿ ತಿಳಿಸಿದ್ದಾರೆ. <box>726 579 938 699</box>
photo-riyana <box>596 100 710 210</box>
author-place: ನಂದೋಡಿ, ಬೆಂಗಳೂರು. <box>139 898 211 908</box>
dog-headline-line2: 8 ವರ್ಷದ ಬಾಲಕನಿಗೆ ಕಚ್ಚಿ ಗಾಯ <box>338 544 626 574</box>
kurugodu-headline-line3: ನೇಮಕ: ಅರ್ಜಿ ಆಹ್ವಾನ <box>787 1246 877 1260</box>
